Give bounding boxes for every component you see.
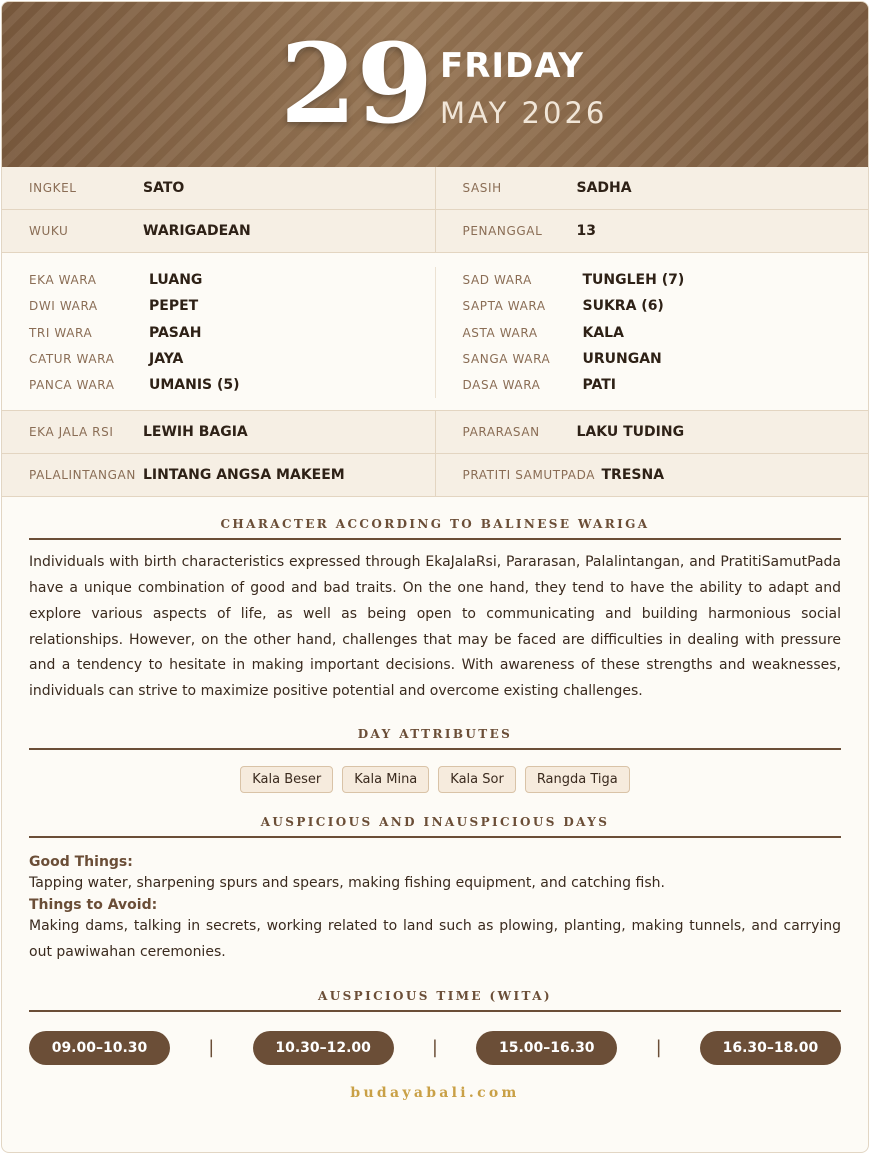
wara-label: ASTA WARA [462, 325, 538, 340]
wara-row [463, 320, 869, 346]
attribute-tags [29, 766, 841, 793]
info-row-2 [2, 210, 868, 253]
wara-value: KALA [582, 324, 624, 341]
ingkel-value: SATO [143, 180, 185, 196]
wara-label: DASA WARA [462, 378, 541, 393]
wara-row [463, 372, 869, 398]
wara-value: PATI [582, 377, 616, 394]
site-link[interactable]: budayabali.com [350, 1084, 520, 1101]
wara-label: EKA WARA [29, 273, 97, 288]
pratiti-samutpada-value: TRESNA [601, 467, 665, 484]
palalintangan-value: LINTANG ANGSA MAKEEM [143, 467, 345, 484]
time-separator: | [655, 1037, 662, 1059]
day-name: FRIDAY [440, 46, 584, 86]
eka-jala-rsi-value: LEWIH BAGIA [143, 424, 248, 441]
wara-value: PASAH [149, 324, 202, 341]
sasih-cell [435, 167, 869, 209]
wara-row [463, 267, 869, 293]
attributes-title: DAY ATTRIBUTES [29, 727, 841, 750]
attribute-tag: Kala Mina [342, 766, 429, 793]
sasih-label: SASIH [462, 181, 502, 195]
wara-label: SANGA WARA [462, 352, 551, 367]
penanggal-value: 13 [576, 223, 596, 239]
day-number: 29 [280, 19, 434, 148]
wara-label: TRI WARA [29, 325, 93, 340]
info-row-1 [2, 167, 868, 210]
times-title: AUSPICIOUS TIME (WITA) [29, 989, 841, 1012]
time-slot-pill: 09.00–10.30 [29, 1031, 170, 1065]
info-row-3 [2, 411, 868, 454]
attribute-tag: Rangda Tiga [525, 766, 630, 793]
date-header [2, 2, 868, 167]
time-slots [2, 1031, 868, 1065]
wara-row [29, 267, 435, 293]
pararasan-cell [435, 411, 869, 453]
time-separator: | [431, 1037, 438, 1059]
wara-row [29, 372, 435, 398]
wuku-cell [2, 210, 435, 252]
character-title: CHARACTER ACCORDING TO BALINESE WARIGA [29, 517, 841, 540]
wara-value: TUNGLEH (7) [582, 272, 685, 289]
pratiti-samutpada-cell [435, 454, 869, 496]
wuku-label: WUKU [29, 224, 69, 238]
wara-value: SUKRA (6) [582, 298, 664, 315]
wara-row [29, 320, 435, 346]
time-separator: | [208, 1037, 215, 1059]
times-section [2, 989, 868, 1012]
wara-value: URUNGAN [582, 351, 662, 368]
wara-right-column [435, 267, 869, 398]
character-text: Individuals with birth characteristics expressed through EkaJalaRsi, Pararasan, Palalintangan, and PratitiSamutPada have a unique combination of good and bad traits. On the one hand, they tend to have the ability to adapt and explore various aspects of life, as well as being open to communicating and building harmonious social relationships. However, on the other hand, challenges that may be faced are difficulties in dealing with pressure and a tendency to hesitate in making important decisions. With awareness of these strengths and weaknesses, individuals can strive to maximize positive potential and overcome existing challenges. [29, 554, 841, 699]
attributes-section [2, 727, 868, 793]
wara-value: JAYA [149, 351, 184, 368]
good-things-text: Tapping water, sharpening spurs and spears, making fishing equipment, and catching fish. [29, 874, 665, 891]
character-section [2, 517, 868, 704]
calendar-card [1, 1, 869, 1153]
penanggal-cell [435, 210, 869, 252]
days-title: AUSPICIOUS AND INAUSPICIOUS DAYS [29, 815, 841, 838]
wara-value: LUANG [149, 272, 203, 289]
things-to-avoid-text: Making dams, talking in secrets, working related to land such as plowing, planting, making tunnels, and carrying out pawiwahan ceremonies. [29, 918, 841, 961]
wara-value: UMANIS (5) [149, 377, 240, 394]
time-slot-pill: 16.30–18.00 [700, 1031, 841, 1065]
wara-left-column [2, 267, 435, 398]
days-section [2, 815, 868, 966]
palalintangan-cell [2, 454, 435, 496]
wara-label: SAPTA WARA [462, 299, 546, 314]
wuku-value: WARIGADEAN [143, 223, 251, 239]
wara-row [463, 346, 869, 372]
wara-label: PANCA WARA [29, 378, 115, 393]
wara-row [29, 346, 435, 372]
things-to-avoid-label: Things to Avoid: [29, 897, 158, 914]
pararasan-value: LAKU TUDING [576, 424, 685, 441]
penanggal-label: PENANGGAL [462, 224, 543, 238]
ingkel-cell [2, 167, 435, 209]
eka-jala-rsi-cell [2, 411, 435, 453]
sasih-value: SADHA [576, 180, 632, 196]
month-year: MAY 2026 [440, 96, 608, 130]
ingkel-label: INGKEL [29, 181, 77, 195]
info-row-4 [2, 454, 868, 497]
wara-label: CATUR WARA [29, 352, 115, 367]
attribute-tag: Kala Sor [438, 766, 516, 793]
good-things-label: Good Things: [29, 853, 133, 870]
time-slot-pill: 15.00–16.30 [476, 1031, 617, 1065]
wara-label: DWI WARA [29, 299, 98, 314]
pararasan-label: PARARASAN [462, 425, 540, 440]
wara-table [2, 253, 868, 411]
time-slot-pill: 10.30–12.00 [253, 1031, 394, 1065]
palalintangan-label: PALALINTANGAN [29, 468, 136, 483]
wara-value: PEPET [149, 298, 199, 315]
eka-jala-rsi-label: EKA JALA RSI [29, 425, 114, 440]
wara-label: SAD WARA [462, 273, 532, 288]
wara-row [463, 293, 869, 319]
pratiti-samutpada-label: PRATITI SAMUTPADA [462, 468, 596, 483]
attribute-tag: Kala Beser [240, 766, 333, 793]
wara-row [29, 293, 435, 319]
